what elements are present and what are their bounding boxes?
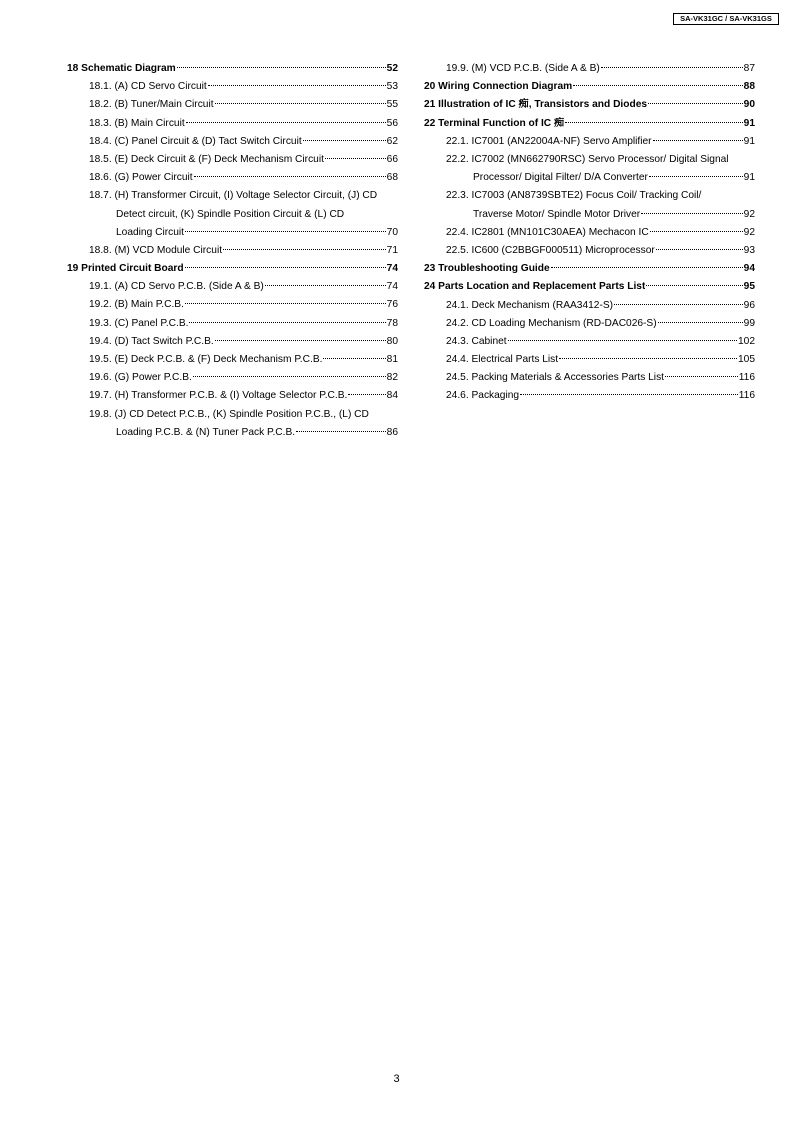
toc-entry[interactable]	[67, 151, 398, 169]
toc-section[interactable]	[424, 260, 755, 278]
model-number-header: SA-VK31GC / SA-VK31GS	[673, 13, 779, 25]
toc-entry[interactable]	[424, 60, 755, 78]
toc-page-number: 96	[743, 299, 755, 311]
toc-entry-title: Processor/ Digital Filter/ D/A Converter	[473, 172, 648, 184]
dot-leader	[208, 85, 386, 86]
toc-entry[interactable]	[424, 187, 755, 223]
toc-entry-title: 21 Illustration of IC 痴, Transistors and Diodes	[424, 99, 648, 111]
toc-entry-title: 24 Parts Location and Replacement Parts List	[424, 281, 646, 293]
toc-entry[interactable]	[67, 406, 398, 442]
toc-entry[interactable]	[67, 387, 398, 405]
toc-entry-title: 23 Troubleshooting Guide	[424, 263, 550, 275]
toc-entry-title: 18.3. (B) Main Circuit	[89, 117, 185, 129]
toc-entry-title: 24.6. Packaging	[446, 390, 520, 402]
toc-entry-title: 18 Schematic Diagram	[67, 63, 176, 74]
dot-leader	[223, 249, 386, 250]
toc-page-number: 92	[743, 208, 755, 220]
toc-page-number: 94	[743, 263, 755, 275]
toc-entry[interactable]	[67, 333, 398, 351]
toc-entry-title: 22.1. IC7001 (AN22004A-NF) Servo Amplifier	[446, 135, 652, 147]
toc-section[interactable]	[424, 96, 755, 114]
dot-leader	[348, 394, 385, 395]
toc-entry-title: 22.2. IC7002 (MN662790RSC) Servo Processor/ Digital Signal	[446, 153, 729, 165]
toc-entry-title: 19.5. (E) Deck P.C.B. & (F) Deck Mechanism P.C.B.	[89, 354, 323, 366]
toc-entry-line	[446, 206, 755, 224]
toc-entry[interactable]	[424, 224, 755, 242]
toc-entry[interactable]	[424, 315, 755, 333]
toc-section[interactable]	[67, 260, 398, 278]
toc-entry-title: 24.3. Cabinet	[446, 335, 507, 347]
toc-entry-title: 19.1. (A) CD Servo P.C.B. (Side A & B)	[89, 281, 264, 293]
toc-page-number: 95	[743, 281, 755, 293]
dot-leader	[186, 122, 386, 123]
dot-leader	[559, 358, 737, 359]
toc-entry-title: 24.4. Electrical Parts List	[446, 354, 559, 366]
toc-entry-title: 18.2. (B) Tuner/Main Circuit	[89, 99, 214, 111]
toc-page-number: 70	[386, 226, 398, 238]
dot-leader	[665, 376, 738, 377]
toc-entry-title: Loading P.C.B. & (N) Tuner Pack P.C.B.	[116, 426, 296, 438]
toc-entry-title: 19.9. (M) VCD P.C.B. (Side A & B)	[446, 63, 600, 74]
toc-entry-title: 19.3. (C) Panel P.C.B.	[89, 317, 189, 329]
toc-entry-title: 18.1. (A) CD Servo Circuit	[89, 81, 207, 93]
toc-page-number: 116	[738, 390, 755, 402]
toc-page-number: 105	[738, 354, 755, 366]
toc-page-number: 53	[386, 81, 398, 93]
toc-entry[interactable]	[67, 369, 398, 387]
toc-page-number: 52	[386, 63, 398, 74]
toc-page-number: 99	[743, 317, 755, 329]
dot-leader	[215, 340, 386, 341]
toc-entry-title: 24.1. Deck Mechanism (RAA3412-S)	[446, 299, 614, 311]
toc-entry[interactable]	[424, 387, 755, 405]
toc-page-number: 74	[386, 263, 398, 275]
toc-entry-line	[89, 424, 398, 442]
page-number: 3	[393, 1073, 400, 1085]
toc-page-number: 66	[386, 153, 398, 165]
toc-page-number: 116	[738, 372, 755, 384]
toc-entry[interactable]	[67, 78, 398, 96]
dot-leader	[649, 176, 743, 177]
toc-page-number: 78	[386, 317, 398, 329]
toc-entry[interactable]	[67, 315, 398, 333]
toc-entry-title: 24.5. Packing Materials & Accessories Parts List	[446, 372, 664, 384]
toc-entry[interactable]	[67, 278, 398, 296]
dot-leader	[520, 394, 738, 395]
toc-page-number: 91	[743, 117, 755, 129]
dot-leader	[265, 285, 386, 286]
toc-entry-title: 22.5. IC600 (C2BBGF000511) Microprocessor	[446, 244, 655, 256]
toc-entry[interactable]	[67, 351, 398, 369]
toc-page-number: 92	[743, 226, 755, 238]
toc-entry-title: 18.4. (C) Panel Circuit & (D) Tact Switch Circuit	[89, 135, 302, 147]
toc-section[interactable]	[424, 115, 755, 133]
toc-entry-title: Detect circuit, (K) Spindle Position Circuit & (L) CD	[116, 208, 345, 220]
dot-leader	[646, 285, 742, 286]
toc-entry-title: 24.2. CD Loading Mechanism (RD-DAC026-S)	[446, 317, 657, 329]
dot-leader	[508, 340, 737, 341]
toc-page-number: 68	[386, 172, 398, 184]
toc-entry-line	[89, 224, 398, 242]
dot-leader	[573, 85, 742, 86]
dot-leader	[614, 304, 743, 305]
toc-entry-title: 19.6. (G) Power P.C.B.	[89, 372, 192, 384]
toc-entry[interactable]	[424, 151, 755, 187]
toc-page-number: 81	[386, 354, 398, 366]
dot-leader	[194, 176, 386, 177]
toc-page-number: 62	[386, 135, 398, 147]
toc-entry[interactable]	[424, 369, 755, 387]
toc-left-column	[67, 60, 398, 442]
dot-leader	[648, 103, 743, 104]
dot-leader	[325, 158, 386, 159]
toc-page-number: 88	[743, 81, 755, 93]
toc-entry-title: 19.8. (J) CD Detect P.C.B., (K) Spindle Position P.C.B., (L) CD	[89, 408, 369, 420]
dot-leader	[650, 231, 743, 232]
dot-leader	[303, 140, 386, 141]
toc-entry-title: 22.3. IC7003 (AN8739SBTE2) Focus Coil/ Tracking Coil/	[446, 190, 702, 202]
toc-entry[interactable]	[67, 115, 398, 133]
toc-page-number: 90	[743, 99, 755, 111]
toc-section[interactable]	[424, 278, 755, 296]
toc-list-left	[67, 60, 398, 442]
toc-entry-title: Loading Circuit	[116, 226, 184, 238]
toc-page-number: 76	[386, 299, 398, 311]
toc-entry[interactable]	[67, 169, 398, 187]
toc-page-number: 86	[386, 426, 398, 438]
dot-leader	[653, 140, 743, 141]
dot-leader	[193, 376, 386, 377]
toc-entry-title: 18.6. (G) Power Circuit	[89, 172, 193, 184]
toc-section[interactable]	[424, 78, 755, 96]
toc-page-number: 93	[743, 244, 755, 256]
toc-page-number: 74	[386, 281, 398, 293]
toc-entry[interactable]	[67, 242, 398, 260]
toc-page-number: 87	[743, 63, 755, 74]
toc-entry[interactable]	[424, 133, 755, 151]
toc-entry[interactable]	[67, 133, 398, 151]
toc-entry-title: 18.8. (M) VCD Module Circuit	[89, 244, 223, 256]
toc-entry-title: 19.7. (H) Transformer P.C.B. & (I) Voltage Selector P.C.B.	[89, 390, 348, 402]
toc-page-number: 91	[743, 172, 755, 184]
dot-leader	[565, 122, 742, 123]
dot-leader	[658, 322, 743, 323]
dot-leader	[551, 267, 743, 268]
toc-entry-title: 18.5. (E) Deck Circuit & (F) Deck Mechanism Circuit	[89, 153, 324, 165]
toc-entry-title: 18.7. (H) Transformer Circuit, (I) Voltage Selector Circuit, (J) CD	[89, 190, 378, 202]
toc-entry-title: 20 Wiring Connection Diagram	[424, 81, 573, 93]
toc-entry[interactable]	[424, 297, 755, 315]
dot-leader	[215, 103, 386, 104]
toc-entry-title: 19.4. (D) Tact Switch P.C.B.	[89, 335, 214, 347]
dot-leader	[601, 67, 743, 68]
toc-page-number: 82	[386, 372, 398, 384]
dot-leader	[177, 67, 386, 68]
toc-entry[interactable]	[67, 296, 398, 314]
toc-entry[interactable]	[424, 333, 755, 351]
toc-section[interactable]	[67, 60, 398, 78]
toc-entry[interactable]	[67, 96, 398, 114]
toc-list-right	[424, 60, 755, 406]
toc-entry[interactable]	[424, 351, 755, 369]
toc-page-number: 80	[386, 335, 398, 347]
toc-page-number: 71	[386, 244, 398, 256]
toc-right-column	[424, 60, 755, 406]
dot-leader	[189, 322, 385, 323]
dot-leader	[185, 267, 386, 268]
dot-leader	[641, 213, 742, 214]
toc-page-number: 91	[743, 135, 755, 147]
toc-page-number: 102	[738, 335, 755, 347]
toc-entry-title: 19.2. (B) Main P.C.B.	[89, 299, 184, 311]
toc-entry-title: 22.4. IC2801 (MN101C30AEA) Mechacon IC	[446, 226, 649, 238]
toc-entry-title: 22 Terminal Function of IC 痴	[424, 117, 565, 129]
dot-leader	[323, 358, 385, 359]
toc-entry-title: Traverse Motor/ Spindle Motor Driver	[473, 208, 641, 220]
toc-entry[interactable]	[424, 242, 755, 260]
dot-leader	[656, 249, 743, 250]
toc-page-number: 56	[386, 117, 398, 129]
dot-leader	[296, 431, 386, 432]
toc-entry-line	[446, 169, 755, 187]
toc-entry-title: 19 Printed Circuit Board	[67, 263, 184, 275]
dot-leader	[185, 231, 386, 232]
toc-entry[interactable]	[67, 187, 398, 242]
dot-leader	[185, 303, 386, 304]
toc-page-number: 84	[386, 390, 398, 402]
toc-page-number: 55	[386, 99, 398, 111]
